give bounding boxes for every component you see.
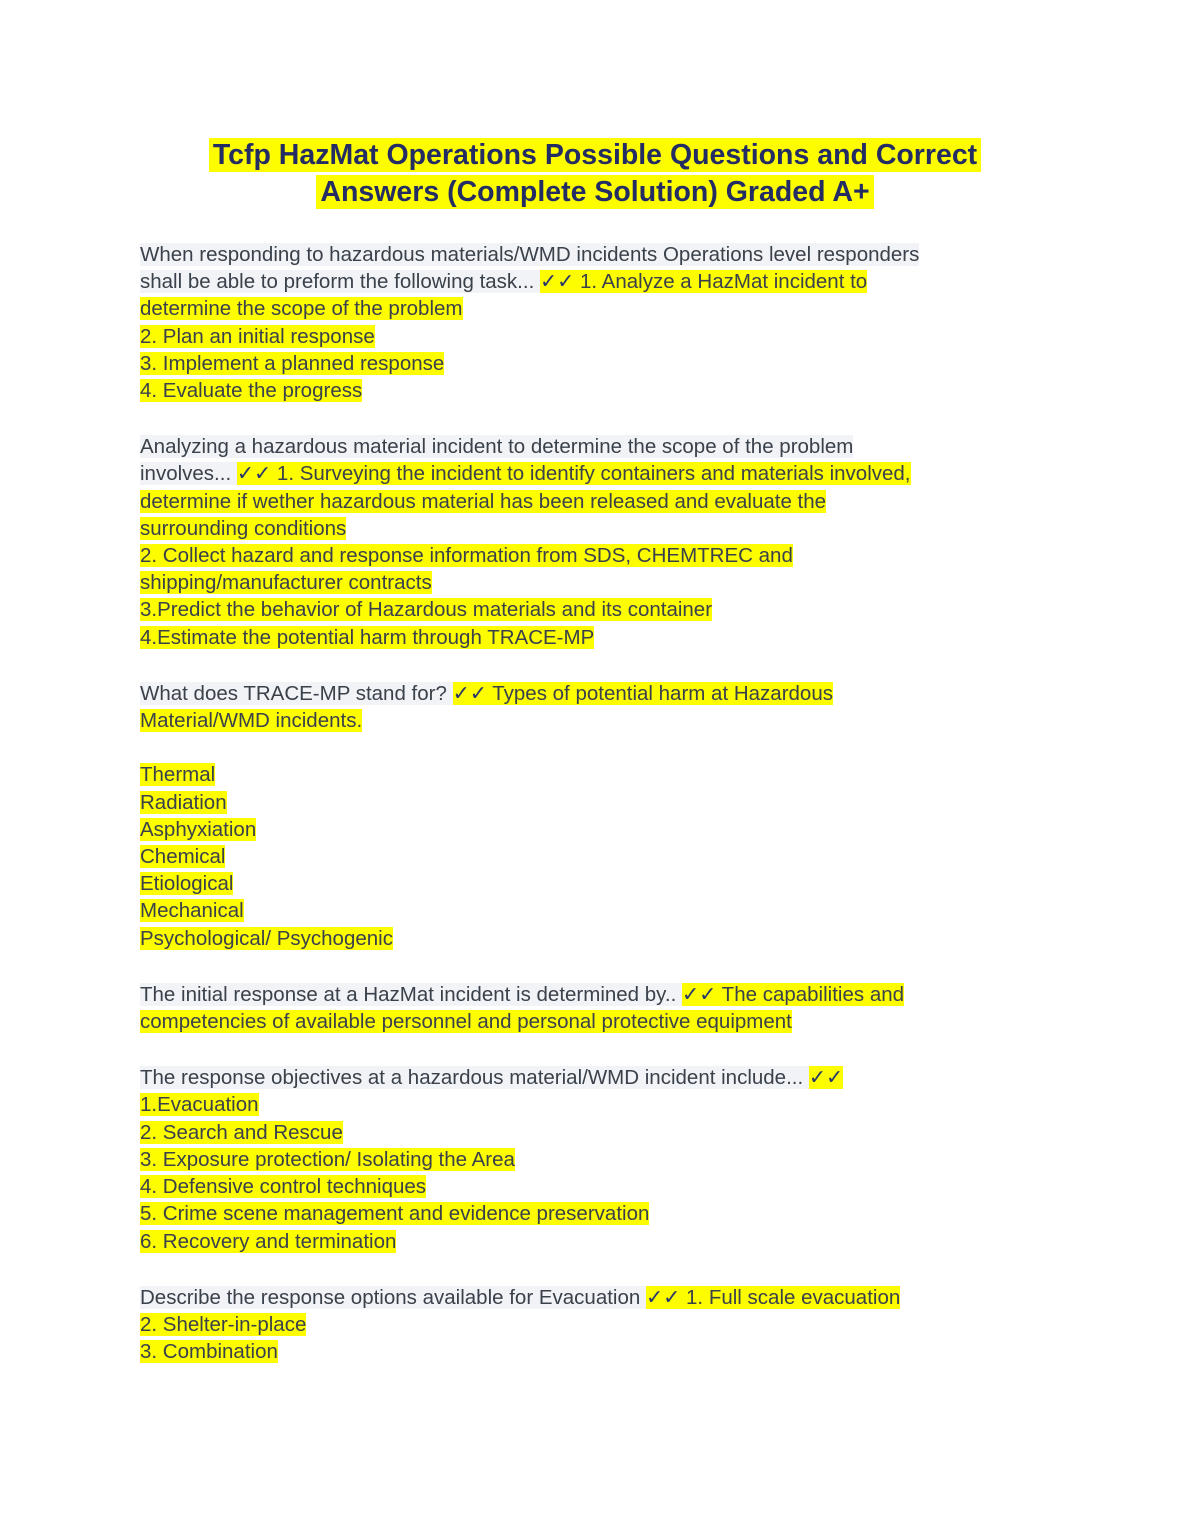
text-line [140, 323, 1050, 350]
answer-highlight: 1. Analyze a HazMat incident to [574, 270, 868, 294]
check-marks-icon: ✓✓ [539, 270, 575, 294]
page-title [140, 137, 1050, 210]
answer-highlight: Mechanical [140, 899, 244, 923]
answer-highlight: 2. Shelter-in-place [140, 1312, 307, 1336]
text-line [140, 488, 1050, 515]
question-text: Analyzing a hazardous material incident to determine the scope of the problem [140, 435, 854, 459]
paragraph [140, 433, 1050, 651]
paragraph [140, 241, 1050, 404]
title-line-1 [140, 137, 1050, 174]
title-highlight: Tcfp HazMat Operations Possible Questions and Correct [209, 138, 981, 172]
text-line [140, 1064, 1050, 1091]
text-line [140, 680, 1050, 707]
answer-highlight: 1.Evacuation [140, 1093, 259, 1117]
question-text: shall be able to preform the following task... [140, 270, 540, 294]
title-line-2 [140, 174, 1050, 211]
text-line [140, 433, 1050, 460]
answer-highlight: 1. Surveying the incident to identify containers and materials involved, [271, 462, 911, 486]
answer-highlight: Thermal [140, 763, 216, 787]
text-line [140, 1146, 1050, 1173]
answer-highlight: Asphyxiation [140, 817, 257, 841]
answer-highlight: 3.Predict the behavior of Hazardous materials and its container [140, 598, 713, 622]
text-line [140, 843, 1050, 870]
paragraph [140, 1064, 1050, 1254]
answer-highlight: 6. Recovery and termination [140, 1229, 397, 1253]
answer-highlight: Chemical [140, 845, 226, 869]
question-text: The response objectives at a hazardous material/WMD incident include... [140, 1066, 809, 1090]
text-line [140, 789, 1050, 816]
text-line [140, 241, 1050, 268]
text-line [140, 1284, 1050, 1311]
check-marks-icon: ✓✓ [645, 1285, 681, 1309]
question-text: The initial response at a HazMat incident is determined by.. [140, 982, 682, 1006]
answer-highlight: 3. Combination [140, 1340, 278, 1364]
answer-highlight: Psychological/ Psychogenic [140, 926, 393, 950]
text-line [140, 897, 1050, 924]
answer-highlight: shipping/manufacturer contracts [140, 571, 432, 595]
text-line [140, 515, 1050, 542]
text-line [140, 1119, 1050, 1146]
text-line [140, 1200, 1050, 1227]
answer-highlight: Types of potential harm at Hazardous [486, 681, 833, 705]
text-line [140, 761, 1050, 788]
question-text: When responding to hazardous materials/WMD incidents Operations level responders [140, 243, 920, 266]
answer-highlight: Material/WMD incidents. [140, 709, 363, 733]
answer-highlight: determine if wether hazardous material has been released and evaluate the [140, 489, 827, 513]
title-highlight: Answers (Complete Solution) Graded A+ [316, 175, 873, 209]
paragraph [140, 981, 1050, 1035]
text-line [140, 569, 1050, 596]
text-line [140, 981, 1050, 1008]
text-line [140, 816, 1050, 843]
text-line [140, 925, 1050, 952]
answer-highlight: Radiation [140, 790, 227, 814]
text-line [140, 460, 1050, 487]
question-text: What does TRACE-MP stand for? [140, 681, 453, 705]
text-line [140, 350, 1050, 377]
text-line [140, 1008, 1050, 1035]
text-line [140, 1091, 1050, 1118]
answer-highlight: Etiological [140, 872, 234, 896]
answer-highlight: 4. Defensive control techniques [140, 1175, 427, 1199]
answer-highlight: competencies of available personnel and personal protective equipment [140, 1010, 792, 1034]
question-text: involves... [140, 462, 237, 486]
check-marks-icon: ✓✓ [452, 681, 487, 705]
text-line [140, 295, 1050, 322]
answer-highlight: 3. Exposure protection/ Isolating the Area [140, 1147, 515, 1171]
text-line [140, 542, 1050, 569]
text-line [140, 1311, 1050, 1338]
text-line [140, 268, 1050, 295]
check-marks-icon: ✓✓ [682, 982, 717, 1006]
answer-highlight: determine the scope of the problem [140, 297, 463, 321]
answer-highlight: 1. Full scale evacuation [680, 1285, 901, 1309]
paragraph [140, 1284, 1050, 1366]
answer-highlight: The capabilities and [716, 982, 905, 1006]
answer-highlight: 2. Collect hazard and response information from SDS, CHEMTREC and [140, 544, 793, 568]
answer-highlight: 4. Evaluate the progress [140, 379, 363, 403]
question-text: Describe the response options available for Evacuation [140, 1285, 646, 1309]
text-line [140, 377, 1050, 404]
answer-highlight: 2. Search and Rescue [140, 1120, 343, 1144]
check-marks-icon: ✓✓ [236, 462, 272, 486]
text-line [140, 624, 1050, 651]
paragraph [140, 680, 1050, 952]
text-line [140, 596, 1050, 623]
answer-highlight: surrounding conditions [140, 516, 347, 540]
text-line [140, 1338, 1050, 1365]
answer-highlight: 3. Implement a planned response [140, 351, 445, 375]
blank-line [140, 734, 1050, 761]
answer-highlight: 5. Crime scene management and evidence preservation [140, 1202, 650, 1226]
check-marks-icon: ✓✓ [808, 1066, 844, 1090]
document-body [140, 241, 1050, 1365]
text-line [140, 870, 1050, 897]
answer-highlight: 4.Estimate the potential harm through TRACE-MP [140, 625, 595, 649]
text-line [140, 1228, 1050, 1255]
text-line [140, 707, 1050, 734]
text-line [140, 1173, 1050, 1200]
answer-highlight: 2. Plan an initial response [140, 324, 375, 348]
